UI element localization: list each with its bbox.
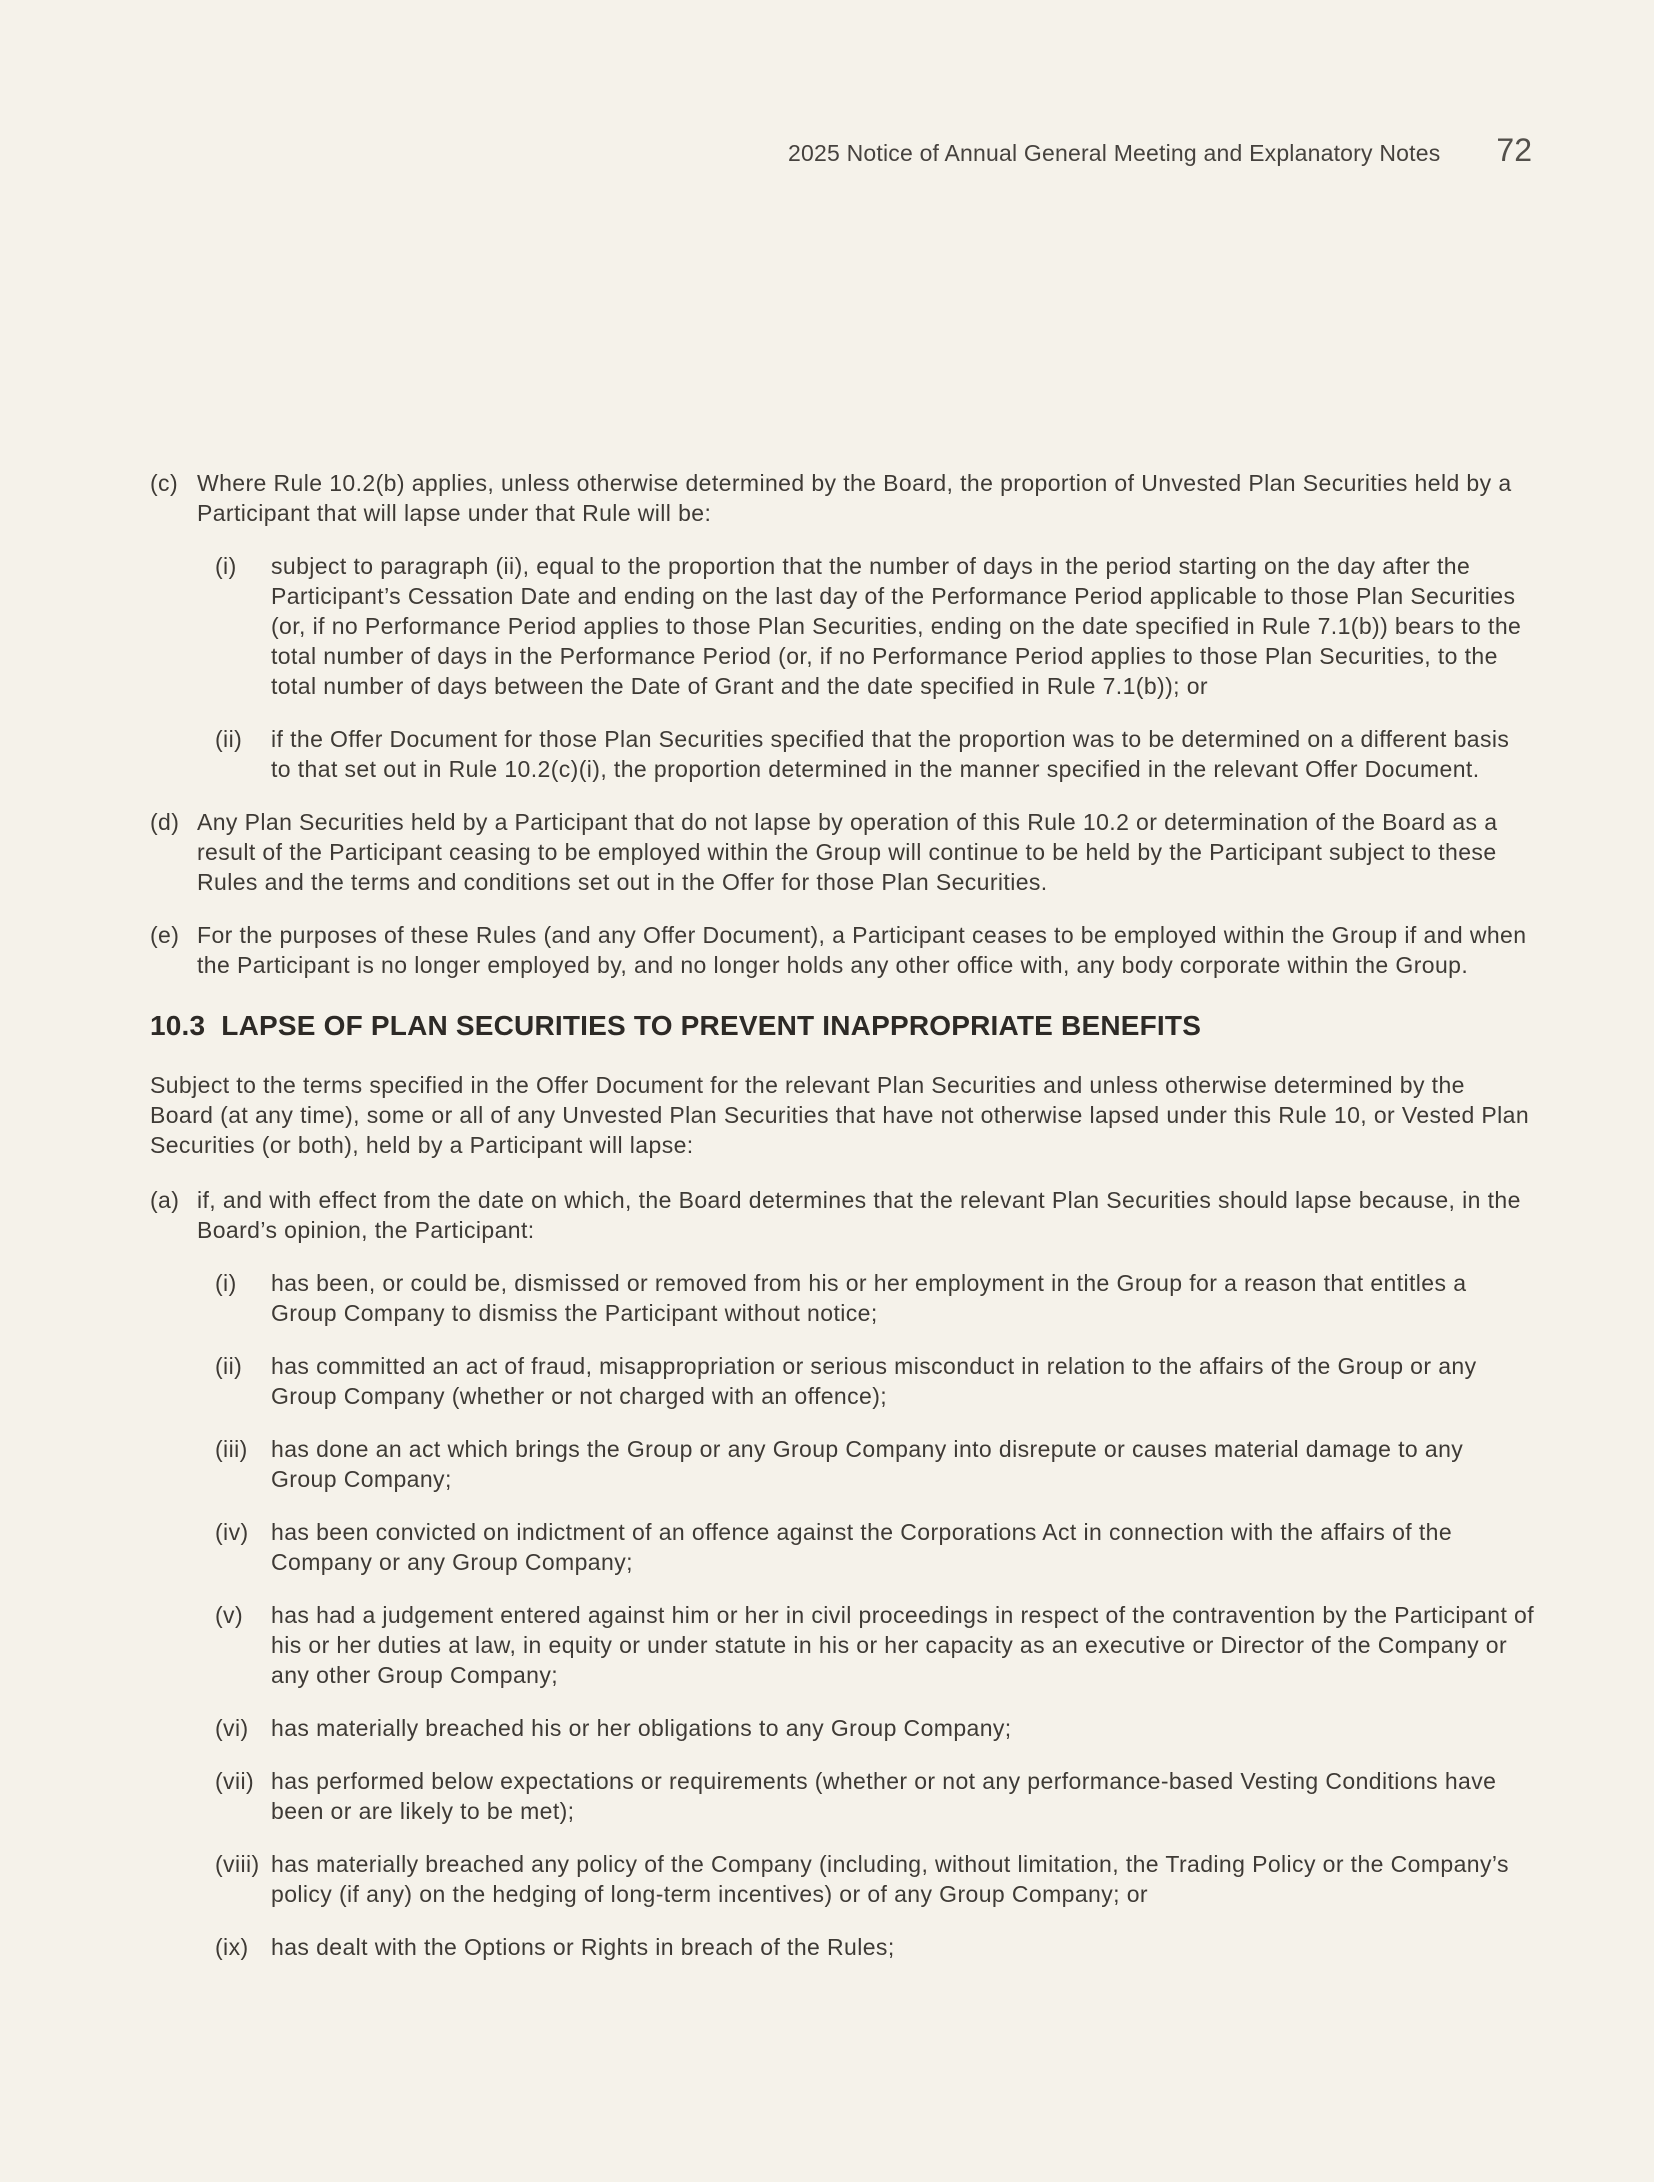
section-intro: Subject to the terms specified in the Offer Document for the relevant Plan Securities and unless otherwise determined by the Board (at any time), some or all of any Unvested Plan Securities that have not otherwise lapsed under this Rule 10, or Vested Plan Securities (or both), held by a Participant will lapse: — [150, 1072, 1530, 1158]
clause-label: (iv) — [215, 1519, 249, 1545]
clause-text: if, and with effect from the date on which, the Board determines that the relevant Plan Securities should lapse because, in the Board’s opinion, the Participant: — [197, 1187, 1521, 1243]
clause-text: Where Rule 10.2(b) applies, unless otherwise determined by the Board, the proportion of Unvested Plan Securities held by a Participant that will lapse under that Rule will be: — [197, 470, 1512, 526]
clause-text: has materially breached any policy of the Company (including, without limitation, the Trading Policy or the Company’s policy (if any) on the hedging of long-term incentives) or of any Group Company; or — [271, 1851, 1509, 1907]
clause-label: (a) — [150, 1187, 180, 1213]
clause-label: (vi) — [215, 1715, 249, 1741]
clause-text: has done an act which brings the Group or any Group Company into disrepute or causes material damage to any Group Company; — [271, 1436, 1464, 1492]
clause-label: (d) — [150, 809, 180, 835]
clause-e — [150, 920, 1534, 980]
clause-text: has materially breached his or her obligations to any Group Company; — [271, 1715, 1012, 1741]
clause-label: (c) — [150, 470, 179, 496]
clause-a — [150, 1185, 1534, 1245]
clause-label: (i) — [215, 1270, 237, 1296]
clause-c — [150, 468, 1534, 528]
clause-d — [150, 807, 1534, 897]
clause-text: subject to paragraph (ii), equal to the proportion that the number of days in the period starting on the day after the Participant’s Cessation Date and ending on the last day of the Performance Period applicable to those Plan Securities (or, if no Performance Period applies to those Plan Securities, ending on the date specified in Rule 7.1(b)) bears to the total number of days in the Performance Period (or, if no Performance Period applies to those Plan Securities, to the total number of days between the Date of Grant and the date specified in Rule 7.1(b)); or — [271, 553, 1522, 699]
clause-label: (iii) — [215, 1436, 248, 1462]
clause-label: (vii) — [215, 1768, 255, 1794]
clause-label: (v) — [215, 1602, 244, 1628]
clause-a-v — [215, 1600, 1534, 1690]
clause-text: has had a judgement entered against him or her in civil proceedings in respect of the contravention by the Participant of his or her duties at law, in equity or under statute in his or her capacity as an executive or Director of the Company or any other Group Company; — [271, 1602, 1535, 1688]
clause-c-ii — [215, 724, 1534, 784]
page-header — [0, 132, 1532, 169]
clause-text: has performed below expectations or requirements (whether or not any performance-based Vesting Conditions have been or are likely to be met); — [271, 1768, 1497, 1824]
clause-label: (e) — [150, 922, 180, 948]
clause-label: (ix) — [215, 1934, 249, 1960]
clause-a-vii — [215, 1766, 1534, 1826]
clause-c-i — [215, 551, 1534, 701]
clause-label: (viii) — [215, 1851, 260, 1877]
clause-label: (i) — [215, 553, 237, 579]
clause-text: has dealt with the Options or Rights in breach of the Rules; — [271, 1934, 895, 1960]
section-title: LAPSE OF PLAN SECURITIES TO PREVENT INAPPROPRIATE BENEFITS — [221, 1010, 1202, 1041]
clause-text: has been, or could be, dismissed or removed from his or her employment in the Group for a reason that entitles a Group Company to dismiss the Participant without notice; — [271, 1270, 1467, 1326]
clause-a-i — [215, 1268, 1534, 1328]
clause-text: Any Plan Securities held by a Participant that do not lapse by operation of this Rule 10.2 or determination of the Board as a result of the Participant ceasing to be employed within the Group will continue to be held by the Participant subject to these Rules and the terms and conditions set out in the Offer for those Plan Securities. — [197, 809, 1498, 895]
clause-a-viii — [215, 1849, 1534, 1909]
clause-text: if the Offer Document for those Plan Securities specified that the proportion was to be determined on a different basis to that set out in Rule 10.2(c)(i), the proportion determined in the manner specified in the relevant Offer Document. — [271, 726, 1510, 782]
clause-a-ii — [215, 1351, 1534, 1411]
clause-text: For the purposes of these Rules (and any Offer Document), a Participant ceases to be employed within the Group if and when the Participant is no longer employed by, and no longer holds any other office with, any body corporate within the Group. — [197, 922, 1527, 978]
clause-a-iii — [215, 1434, 1534, 1494]
clause-text: has been convicted on indictment of an offence against the Corporations Act in connection with the affairs of the Company or any Group Company; — [271, 1519, 1453, 1575]
clause-a-iv — [215, 1517, 1534, 1577]
clause-label: (ii) — [215, 1353, 243, 1379]
header-title: 2025 Notice of Annual General Meeting and Explanatory Notes — [788, 140, 1441, 166]
page-number: 72 — [1496, 132, 1532, 168]
section-number: 10.3 — [150, 1010, 206, 1041]
clause-a-vi — [215, 1713, 1534, 1743]
clause-text: has committed an act of fraud, misappropriation or serious misconduct in relation to the affairs of the Group or any Group Company (whether or not charged with an offence); — [271, 1353, 1477, 1409]
clause-a-ix — [215, 1932, 1534, 1962]
section-heading-10-3 — [150, 1010, 1534, 1042]
clause-label: (ii) — [215, 726, 243, 752]
document-body — [150, 468, 1534, 1985]
